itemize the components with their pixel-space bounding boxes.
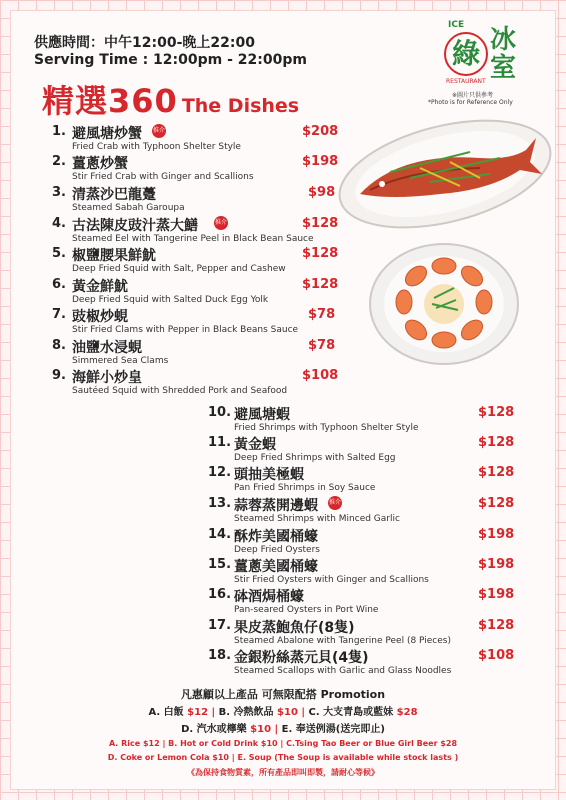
item-name-en: Stir Fried Clams with Pepper in Black Beans Sauce <box>72 325 299 335</box>
item-name-zh: 避風塘蝦 <box>234 407 290 423</box>
item-price: $128 <box>478 405 515 420</box>
item-name-en: Stir Fried Oysters with Ginger and Scallions <box>234 575 429 585</box>
item-price: $128 <box>478 618 515 633</box>
promo-english-1: A. Rice $12 | B. Hot or Cold Drink $10 | C.Tsing Tao Beer or Blue Girl Beer $28 <box>108 739 458 748</box>
promo-e: E. 奉送例湯(送完即止) <box>281 724 385 735</box>
item-price: $128 <box>478 496 515 511</box>
item-name-zh: 酥炸美國桶蠔 <box>234 529 318 545</box>
page-title <box>42 76 299 122</box>
recommend-badge-icon: 推介 <box>214 216 228 230</box>
promo-a-price: $12 <box>187 707 209 718</box>
item-number: 14. <box>208 527 232 542</box>
item-number: 12. <box>208 465 232 480</box>
item-price: $198 <box>478 527 515 542</box>
item-name-en: Stir Fried Crab with Ginger and Scallions <box>72 172 254 182</box>
promo-d: D. 汽水或檸樂 <box>181 724 247 735</box>
item-price: $198 <box>302 154 339 169</box>
item-name-zh: 海鮮小炒皇 <box>72 370 142 386</box>
item-name-en: Pan Fried Shrimps in Soy Sauce <box>234 483 376 493</box>
fish-dish-illustration <box>330 112 560 232</box>
item-name-zh: 豉椒炒蜆 <box>72 309 128 325</box>
item-price: $198 <box>478 557 515 572</box>
item-name-zh: 果皮蒸鮑魚仔(8隻) <box>234 620 355 636</box>
item-number: 4. <box>52 216 66 231</box>
item-name-en: Fried Crab with Typhoon Shelter Style <box>72 142 241 152</box>
logo-circle: 綠 <box>444 32 488 76</box>
item-name-en: Steamed Eel with Tangerine Peel in Black Bean Sauce <box>72 234 314 244</box>
item-number: 7. <box>52 307 66 322</box>
item-name-zh: 清蒸沙巴龍躉 <box>72 187 156 203</box>
item-name-en: Sautéed Squid with Shredded Pork and Seafood <box>72 386 288 396</box>
recommend-badge-icon: 推介 <box>328 496 342 510</box>
logo-ice-text: ICE <box>448 20 465 30</box>
item-number: 1. <box>52 124 66 139</box>
item-number: 16. <box>208 587 232 602</box>
item-number: 13. <box>208 496 232 511</box>
item-number: 2. <box>52 154 66 169</box>
item-number: 11. <box>208 435 232 450</box>
item-name-zh: 椒鹽腰果鮮魷 <box>72 248 156 264</box>
item-price: $208 <box>302 124 339 139</box>
item-name-en: Steamed Shrimps with Minced Garlic <box>234 514 400 524</box>
serving-hours-en: Serving Time : 12:00pm - 22:00pm <box>34 52 307 68</box>
item-name-en: Deep Fried Squid with Salt, Pepper and Cashew <box>72 264 286 274</box>
promo-c: C. 大支青島或藍妹 <box>308 707 394 718</box>
promo-b-price: $10 <box>277 707 298 718</box>
item-name-zh: 蒜蓉蒸開邊蝦 <box>234 498 318 514</box>
photo-reference-zh: ※圖片只供參考 <box>452 92 494 99</box>
item-name-zh: 頭抽美極蝦 <box>234 467 304 483</box>
restaurant-logo <box>438 20 536 90</box>
item-name-en: Steamed Abalone with Tangerine Peel (8 Pieces) <box>234 636 451 646</box>
title-en: The Dishes <box>181 95 300 117</box>
preparation-notice: 《為保持食物質素，所有產品即叫即製，請耐心等候》 <box>187 768 379 777</box>
item-price: $198 <box>478 587 515 602</box>
item-price: $98 <box>308 185 336 200</box>
item-number: 17. <box>208 618 232 633</box>
item-number: 5. <box>52 246 66 261</box>
item-name-en: Fried Shrimps with Typhoon Shelter Style <box>234 423 419 433</box>
recommend-badge-icon: 推介 <box>152 124 166 138</box>
item-name-zh: 薑蔥美國桶蠔 <box>234 559 318 575</box>
item-price: $78 <box>308 307 336 322</box>
logo-restaurant-text: RESTAURANT <box>446 78 486 85</box>
item-name-zh: 黃金蝦 <box>234 437 276 453</box>
serving-hours-zh: 供應時間：中午12:00-晚上22:00 <box>34 35 255 51</box>
promo-title: 凡惠顧以上產品 可無限配搭 Promotion <box>180 688 386 701</box>
promo-b: B. 冷熱飲品 <box>218 707 274 718</box>
promo-d-price: $10 <box>250 724 272 735</box>
item-number: 6. <box>52 277 66 292</box>
item-price: $128 <box>302 246 339 261</box>
item-name-zh: 金銀粉絲蒸元貝(4隻) <box>234 650 369 666</box>
item-price: $128 <box>302 216 339 231</box>
promo-c-price: $28 <box>396 707 418 718</box>
item-number: 8. <box>52 338 66 353</box>
shrimp-dish-illustration <box>364 238 524 368</box>
item-price: $128 <box>478 465 515 480</box>
item-name-zh: 避風塘炒蟹 <box>72 126 142 142</box>
item-name-en: Simmered Sea Clams <box>72 356 169 366</box>
item-number: 18. <box>208 648 232 663</box>
item-name-zh: 古法陳皮豉汁蒸大鱔 <box>72 218 198 234</box>
item-price: $128 <box>302 277 339 292</box>
item-number: 15. <box>208 557 232 572</box>
item-number: 3. <box>52 185 66 200</box>
item-price: $78 <box>308 338 336 353</box>
promo-english-2: D. Coke or Lemon Cola $10 | E. Soup (The Soup is available while stock lasts ) <box>107 753 459 762</box>
title-zh: 精選360 <box>42 82 178 120</box>
promo-line-1: A. 白飯 $12 | B. 冷熱飲品 $10 | C. 大支青島或藍妹 $28 <box>148 707 418 718</box>
item-number: 9. <box>52 368 66 383</box>
item-name-zh: 黃金鮮魷 <box>72 279 128 295</box>
item-price: $128 <box>478 435 515 450</box>
item-name-zh: 砵酒焗桶蠔 <box>234 589 304 605</box>
promo-a: A. 白飯 <box>148 707 184 718</box>
item-name-en: Steamed Sabah Garoupa <box>72 203 185 213</box>
item-name-en: Pan-seared Oysters in Port Wine <box>234 605 379 615</box>
item-name-en: Steamed Scallops with Garlic and Glass Noodles <box>234 666 452 676</box>
item-number: 10. <box>208 405 232 420</box>
item-price: $108 <box>478 648 515 663</box>
item-name-en: Deep Fried Squid with Salted Duck Egg Yolk <box>72 295 269 305</box>
item-name-zh: 油鹽水浸蜆 <box>72 340 142 356</box>
item-price: $108 <box>302 368 339 383</box>
promo-line-2: D. 汽水或檸樂 $10 | E. 奉送例湯(送完即止) <box>181 724 385 735</box>
item-name-en: Deep Fried Shrimps with Salted Egg <box>234 453 396 463</box>
photo-reference-en: *Photo is for Reference Only <box>428 99 513 106</box>
item-name-en: Deep Fried Oysters <box>234 545 320 555</box>
item-name-zh: 薑蔥炒蟹 <box>72 156 128 172</box>
logo-bing-text: 冰室 <box>490 25 517 83</box>
